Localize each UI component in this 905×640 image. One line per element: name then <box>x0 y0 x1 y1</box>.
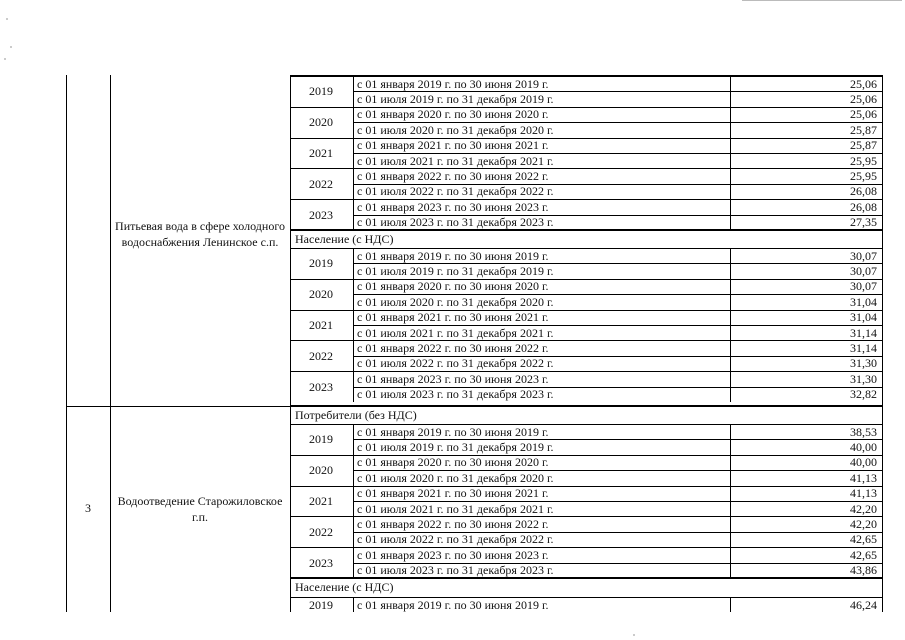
period-cell: с 01 января 2019 г. по 30 июня 2019 г. <box>357 424 549 439</box>
year-cell: 2019 <box>309 84 333 99</box>
period-cell: с 01 июля 2020 г. по 31 декабря 2020 г. <box>357 122 554 137</box>
tariff-value-cell: 31,30 <box>850 356 877 371</box>
period-cell: с 01 июля 2020 г. по 31 декабря 2020 г. <box>357 470 554 485</box>
tariff-value-cell: 31,30 <box>850 371 877 386</box>
tariff-value-cell: 26,08 <box>850 184 877 199</box>
tariff-value-cell: 25,06 <box>850 91 877 106</box>
section-number-cell: 3 <box>85 501 91 515</box>
period-cell: с 01 января 2023 г. по 30 июня 2023 г. <box>357 199 549 214</box>
period-cell: с 01 июля 2019 г. по 31 декабря 2019 г. <box>357 91 554 106</box>
column-border <box>110 75 111 612</box>
period-cell: с 01 июля 2022 г. по 31 декабря 2022 г. <box>357 184 554 199</box>
period-cell: с 01 июля 2021 г. по 31 декабря 2021 г. <box>357 325 554 340</box>
tariff-value-cell: 30,07 <box>850 248 877 263</box>
year-cell: 2022 <box>309 348 333 363</box>
period-cell: с 01 января 2022 г. по 30 июня 2022 г. <box>357 168 549 183</box>
period-cell: с 01 января 2022 г. по 30 июня 2022 г. <box>357 340 549 355</box>
group-header-label: Население (с НДС) <box>295 579 394 594</box>
period-cell: с 01 января 2023 г. по 30 июня 2023 г. <box>357 547 549 562</box>
period-cell: с 01 июля 2021 г. по 31 декабря 2021 г. <box>357 153 554 168</box>
tariff-value-cell: 25,95 <box>850 153 877 168</box>
period-cell: с 01 января 2020 г. по 30 июня 2020 г. <box>357 279 549 294</box>
scan-speck <box>4 58 6 60</box>
tariff-value-cell: 38,53 <box>850 424 877 439</box>
tariff-value-cell: 31,14 <box>850 325 877 340</box>
period-cell: с 01 января 2021 г. по 30 июня 2021 г. <box>357 310 549 325</box>
column-border <box>882 75 883 612</box>
period-cell: с 01 июля 2023 г. по 31 декабря 2023 г. <box>357 215 554 230</box>
year-cell: 2020 <box>309 115 333 130</box>
year-cell: 2021 <box>309 494 333 508</box>
year-cell: 2022 <box>309 524 333 539</box>
period-cell: с 01 июля 2019 г. по 31 декабря 2019 г. <box>357 439 554 454</box>
tariff-value-cell: 41,13 <box>850 470 877 485</box>
scan-speck <box>10 46 12 48</box>
period-cell: с 01 января 2020 г. по 30 июня 2020 г. <box>357 107 549 122</box>
year-cell: 2019 <box>309 597 333 612</box>
tariff-value-cell: 43,86 <box>850 563 877 578</box>
tariff-value-cell: 42,20 <box>850 501 877 516</box>
tariff-value-cell: 46,24 <box>850 597 877 612</box>
scan-speck <box>6 18 8 20</box>
period-cell: с 01 января 2022 г. по 30 июня 2022 г. <box>357 516 549 531</box>
period-cell: с 01 июля 2020 г. по 31 декабря 2020 г. <box>357 294 554 309</box>
period-cell: с 01 июля 2023 г. по 31 декабря 2023 г. <box>357 387 554 402</box>
tariff-value-cell: 30,07 <box>850 279 877 294</box>
period-cell: с 01 июля 2023 г. по 31 декабря 2023 г. <box>357 563 554 578</box>
tariff-value-cell: 31,04 <box>850 294 877 309</box>
year-cell: 2021 <box>309 146 333 160</box>
scan-edge-line <box>742 0 902 1</box>
year-cell: 2023 <box>309 207 333 222</box>
year-cell: 2020 <box>309 287 333 302</box>
tariff-value-cell: 25,95 <box>850 168 877 183</box>
year-cell: 2021 <box>309 318 333 332</box>
tariff-value-cell: 25,06 <box>850 76 877 91</box>
year-cell: 2023 <box>309 379 333 394</box>
period-cell: с 01 января 2021 г. по 30 июня 2021 г. <box>357 486 549 501</box>
year-cell: 2020 <box>309 463 333 478</box>
year-cell: 2023 <box>309 555 333 570</box>
period-cell: с 01 июля 2022 г. по 31 декабря 2022 г. <box>357 356 554 371</box>
row-border <box>290 577 882 578</box>
group-header-label: Потребители (без НДС) <box>295 407 417 422</box>
tariff-value-cell: 26,08 <box>850 199 877 214</box>
period-cell: с 01 июля 2022 г. по 31 декабря 2022 г. <box>357 532 554 547</box>
row-border <box>290 405 882 406</box>
year-cell: 2019 <box>309 432 333 447</box>
period-cell: с 01 июля 2021 г. по 31 декабря 2021 г. <box>357 501 554 516</box>
tariff-value-cell: 42,20 <box>850 516 877 531</box>
column-border <box>66 75 67 612</box>
group-header-label: Население (с НДС) <box>295 231 394 246</box>
tariff-value-cell: 31,04 <box>850 310 877 325</box>
year-cell: 2019 <box>309 256 333 271</box>
tariff-value-cell: 25,87 <box>850 122 877 137</box>
service-name-cell: Водоотведение Старожиловское г.п. <box>117 494 283 524</box>
period-cell: с 01 января 2019 г. по 30 июня 2019 г. <box>357 248 549 263</box>
tariff-value-cell: 31,14 <box>850 340 877 355</box>
period-cell: с 01 января 2020 г. по 30 июня 2020 г. <box>357 455 549 470</box>
column-border <box>353 597 354 612</box>
tariff-value-cell: 32,82 <box>850 387 877 402</box>
period-cell: с 01 июля 2019 г. по 31 декабря 2019 г. <box>357 263 554 278</box>
period-cell: с 01 января 2021 г. по 30 июня 2021 г. <box>357 138 549 153</box>
section-separator <box>66 406 290 407</box>
period-cell: с 01 января 2023 г. по 30 июня 2023 г. <box>357 371 549 386</box>
tariff-value-cell: 25,87 <box>850 138 877 153</box>
scan-speck <box>633 634 635 636</box>
tariff-value-cell: 42,65 <box>850 532 877 547</box>
period-cell: с 01 января 2019 г. по 30 июня 2019 г. <box>357 76 549 91</box>
tariff-value-cell: 25,06 <box>850 107 877 122</box>
year-cell: 2022 <box>309 176 333 191</box>
tariff-value-cell: 40,00 <box>850 455 877 470</box>
row-border <box>290 229 882 230</box>
tariff-value-cell: 42,65 <box>850 547 877 562</box>
tariff-value-cell: 27,35 <box>850 215 877 230</box>
period-cell: с 01 января 2019 г. по 30 июня 2019 г. <box>357 597 549 612</box>
service-name-cell: Питьевая вода в сфере холодного водоснабжения Ленинское с.п. <box>115 219 285 249</box>
tariff-value-cell: 41,13 <box>850 486 877 501</box>
tariff-value-cell: 30,07 <box>850 263 877 278</box>
tariff-value-cell: 40,00 <box>850 439 877 454</box>
